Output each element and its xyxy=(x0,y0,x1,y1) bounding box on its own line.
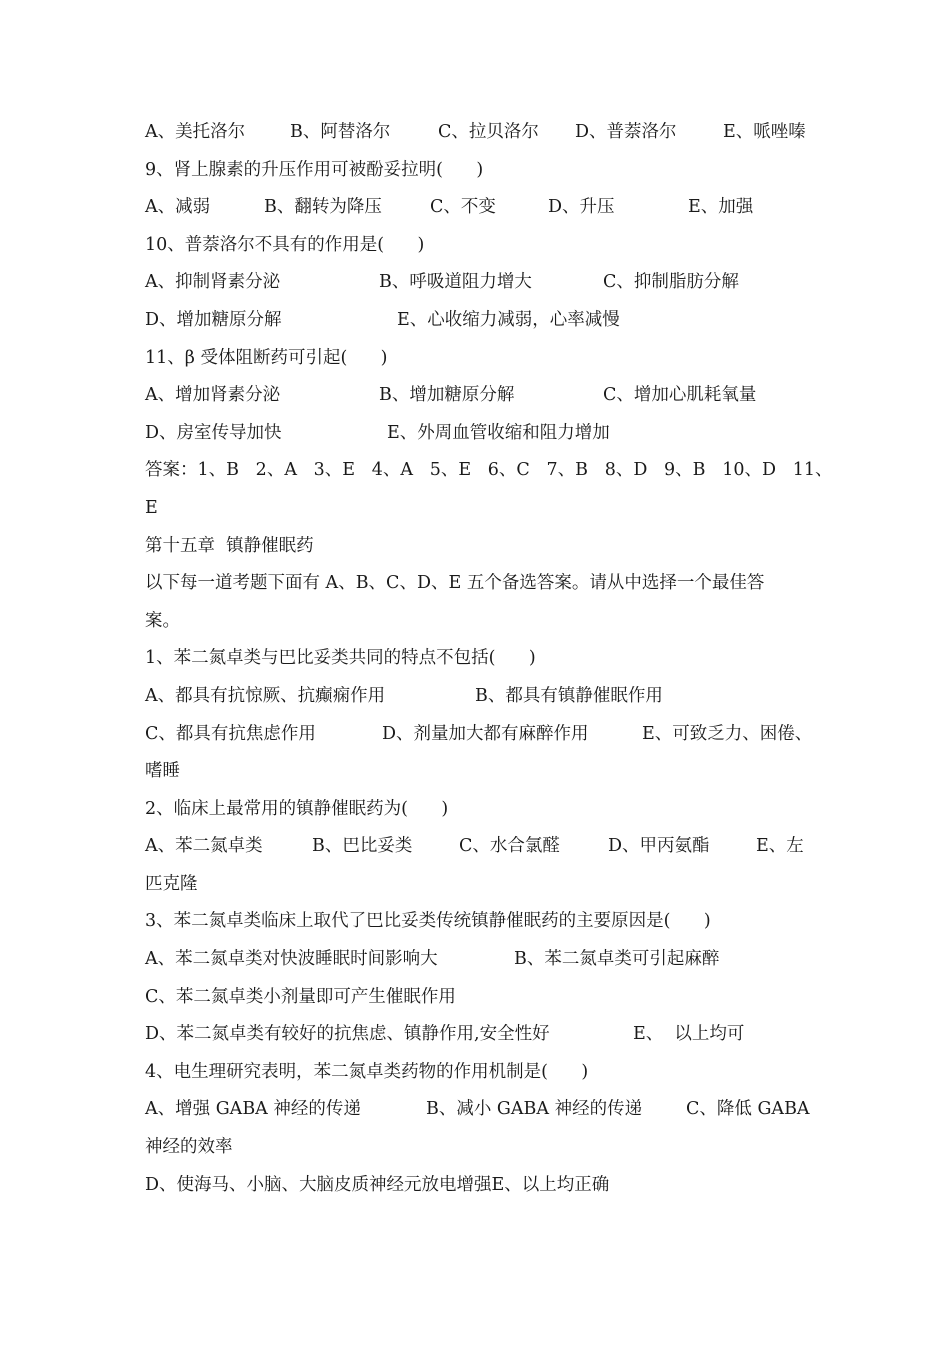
text-segment: 匹克隆 xyxy=(145,873,198,894)
text-segment: E xyxy=(145,497,158,518)
text-segment: E、以上均正确 xyxy=(491,1174,610,1195)
text-segment: B、呼吸道阻力增大 xyxy=(379,272,532,293)
text-segment: D、苯二氮卓类有较好的抗焦虑、镇静作用,安全性好 xyxy=(145,1024,550,1045)
text-segment: A、美托洛尔 xyxy=(145,122,246,142)
text-line xyxy=(145,603,815,641)
text-segment: C、降低 GABA xyxy=(686,1099,810,1120)
text-line xyxy=(145,490,815,528)
text-segment: D、剂量加大都有麻醉作用 xyxy=(382,723,589,744)
document-body xyxy=(145,114,833,1204)
text-segment: 4、电生理研究表明，苯二氮卓类药物的作用机制是( ) xyxy=(145,1061,589,1082)
text-segment: 3、苯二氮卓类临床上取代了巴比妥类传统镇静催眠药的主要原因是( ) xyxy=(145,911,711,932)
text-segment: B、减小 GABA 神经的传递 xyxy=(426,1099,643,1120)
text-line xyxy=(145,340,815,378)
text-line xyxy=(145,941,815,979)
text-line xyxy=(145,866,815,904)
text-line xyxy=(145,264,815,302)
text-line xyxy=(145,828,815,866)
text-segment: 10、普萘洛尔不具有的作用是( ) xyxy=(145,234,425,255)
text-line xyxy=(145,716,815,754)
text-segment: C、都具有抗焦虑作用 xyxy=(145,723,316,744)
text-segment: E、外周血管收缩和阻力增加 xyxy=(387,422,610,443)
text-line xyxy=(145,227,815,265)
text-line xyxy=(145,1091,815,1129)
text-line xyxy=(145,1129,815,1167)
text-segment: A、抑制肾素分泌 xyxy=(145,272,281,293)
text-line xyxy=(145,377,815,415)
text-line xyxy=(145,1054,815,1092)
text-line xyxy=(145,791,815,829)
text-line xyxy=(145,903,815,941)
text-segment: 11、β 受体阻断药可引起( ) xyxy=(145,347,388,368)
text-segment: E、 以上均可 xyxy=(633,1024,745,1045)
text-segment: D、房室传导加快 xyxy=(145,422,282,443)
text-line xyxy=(145,415,815,453)
text-segment: C、抑制脂肪分解 xyxy=(603,272,739,293)
text-segment: C、不变 xyxy=(430,197,496,218)
text-line xyxy=(145,302,815,340)
text-segment: 答案：1、B 2、A 3、E 4、A 5、E 6、C 7、B 8、D 9、B 10、D 11、 xyxy=(145,460,833,481)
text-segment: 2、临床上最常用的镇静催眠药为( ) xyxy=(145,798,449,819)
text-segment: E、加强 xyxy=(688,197,754,218)
text-segment: B、翻转为降压 xyxy=(264,197,382,218)
text-line xyxy=(145,528,815,566)
text-line xyxy=(145,452,833,490)
text-segment: C、增加心肌耗氧量 xyxy=(603,385,757,406)
text-line xyxy=(145,979,815,1017)
text-line xyxy=(145,152,815,190)
text-segment: A、增强 GABA 神经的传递 xyxy=(145,1099,361,1120)
text-line xyxy=(145,1167,815,1205)
text-segment: 案。 xyxy=(145,610,180,631)
text-line xyxy=(145,640,815,678)
text-segment: 以下每一道考题下面有 A、B、C、D、E 五个备选答案。请从中选择一个最佳答 xyxy=(145,573,765,594)
text-segment: C、水合氯醛 xyxy=(459,836,560,857)
text-segment: E、哌唑嗪 xyxy=(723,122,806,142)
text-segment: D、普萘洛尔 xyxy=(575,122,677,142)
text-segment: A、增加肾素分泌 xyxy=(145,385,281,406)
text-segment: C、苯二氮卓类小剂量即可产生催眠作用 xyxy=(145,986,456,1007)
text-segment: 9、肾上腺素的升压作用可被酚妥拉明( ) xyxy=(145,159,484,180)
text-segment: D、甲丙氨酯 xyxy=(608,836,710,857)
text-segment: D、使海马、小脑、大脑皮质神经元放电增强 xyxy=(145,1174,492,1195)
text-line xyxy=(145,678,815,716)
text-line xyxy=(145,189,815,227)
text-line xyxy=(145,1016,815,1054)
text-segment: B、都具有镇静催眠作用 xyxy=(475,685,663,706)
text-segment: A、苯二氮卓类对快波睡眠时间影响大 xyxy=(145,949,438,970)
text-segment: B、阿替洛尔 xyxy=(290,122,391,142)
text-segment: D、增加糖原分解 xyxy=(145,309,282,330)
text-segment: E、心收缩力减弱，心率减慢 xyxy=(397,309,620,330)
text-segment: A、苯二氮卓类 xyxy=(145,836,263,857)
text-line xyxy=(145,114,815,152)
text-segment: B、苯二氮卓类可引起麻醉 xyxy=(514,949,720,970)
text-line xyxy=(145,753,815,791)
text-segment: 神经的效率 xyxy=(145,1137,233,1158)
text-segment: C、拉贝洛尔 xyxy=(438,122,539,142)
text-segment: B、增加糖原分解 xyxy=(379,385,515,406)
text-segment: E、可致乏力、困倦、 xyxy=(642,723,813,744)
text-segment: 1、苯二氮卓类与巴比妥类共同的特点不包括( ) xyxy=(145,648,536,669)
text-segment: 嗜睡 xyxy=(145,761,180,782)
text-segment: A、减弱 xyxy=(145,197,211,218)
text-segment: E、左 xyxy=(756,836,804,857)
text-segment: 第十五章 镇静催眠药 xyxy=(145,535,314,556)
text-segment: D、升压 xyxy=(548,197,615,218)
text-segment: A、都具有抗惊厥、抗癫痫作用 xyxy=(145,685,386,706)
text-segment: B、巴比妥类 xyxy=(312,836,413,857)
text-line xyxy=(145,565,815,603)
